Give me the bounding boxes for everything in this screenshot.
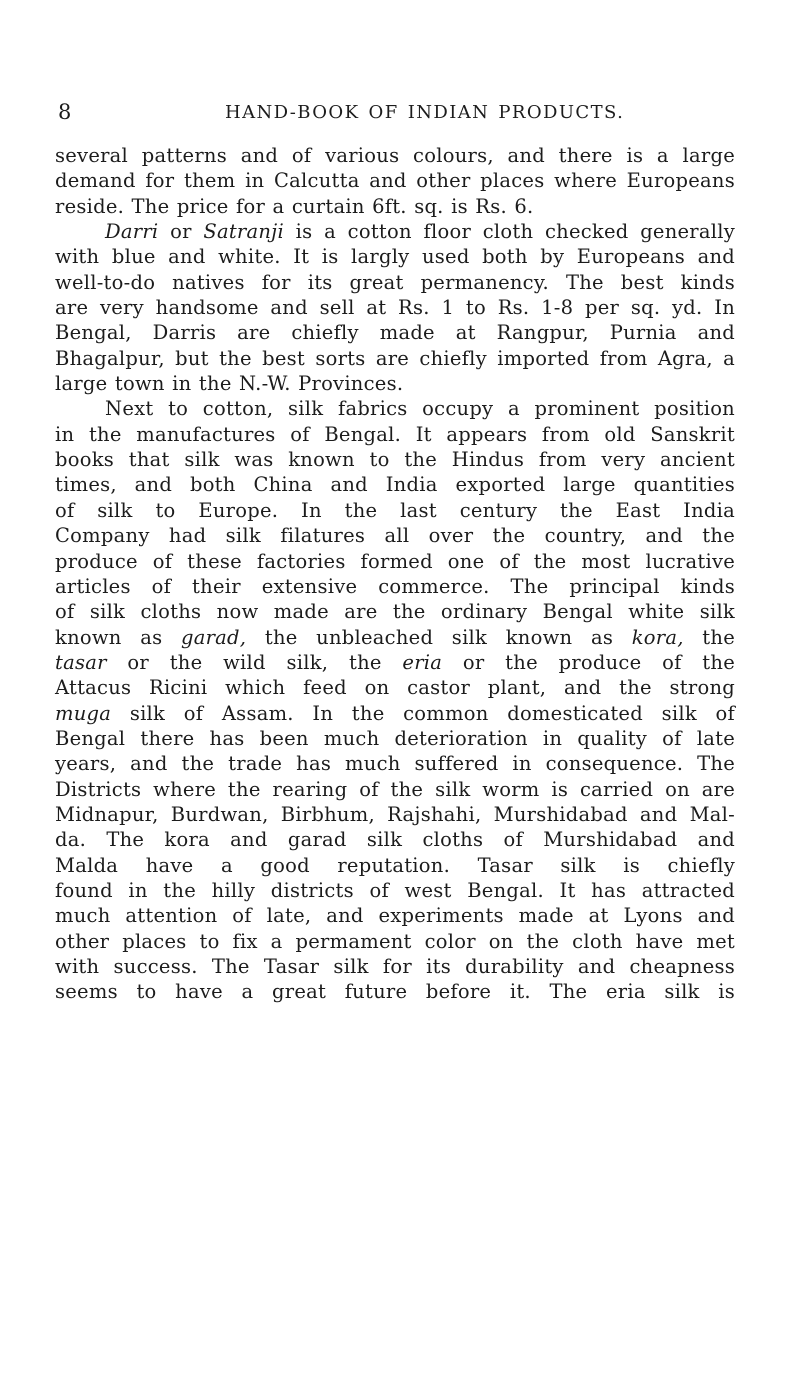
text-line: Bengal, Darris are chiefly made at Rangpur, Purnia and xyxy=(55,321,735,345)
text-line: other places to fix a permament color on the cloth have met xyxy=(55,929,735,953)
italic-term: garad, xyxy=(181,625,247,649)
text-line: Next to cotton, silk fabrics occupy a prominent position xyxy=(105,397,735,421)
text-line: with blue and white. It is largly used both by Europeans and xyxy=(55,245,735,269)
text-line: da. The kora and garad silk cloths of Murshidabad and xyxy=(55,828,735,852)
text-line: several patterns and of various colours, and there is a large xyxy=(55,144,735,167)
text-line: in the manufactures of Bengal. It appears from old Sanskrit xyxy=(55,422,735,446)
text-line: Company had silk filatures all over the country, and the xyxy=(55,524,735,548)
italic-term: Darri xyxy=(105,220,159,244)
italic-term: tasar xyxy=(55,650,107,674)
text-line: Bhagalpur, but the best sorts are chiefly imported from Agra, a xyxy=(55,346,735,370)
text-line: known as garad, the unbleached silk known as kora, the xyxy=(55,625,735,649)
text-line: of silk to Europe. In the last century the East India xyxy=(55,498,735,522)
text-line: found in the hilly districts of west Bengal. It has attracted xyxy=(55,878,735,902)
italic-term: muga xyxy=(55,701,112,725)
text-line: much attention of late, and experiments made at Lyons and xyxy=(55,904,735,928)
page-header xyxy=(0,100,800,130)
text-line: Midnapur, Burdwan, Birbhum, Rajshahi, Murshidabad and Mal- xyxy=(55,802,735,826)
text-line: articles of their extensive commerce. The principal kinds xyxy=(55,574,735,598)
text-line: Districts where the rearing of the silk worm is carried on are xyxy=(55,777,735,801)
italic-term: kora, xyxy=(631,625,684,649)
body-text xyxy=(55,143,735,1005)
text-line: reside. The price for a curtain 6ft. sq. is Rs. 6. xyxy=(55,194,534,218)
running-head: HAND-BOOK OF INDIAN PRODUCTS. xyxy=(225,102,625,123)
text-line: with success. The Tasar silk for its durability and cheapness xyxy=(55,955,735,978)
page-number: 8 xyxy=(58,100,72,124)
text-line: tasar or the wild silk, the eria or the produce of the xyxy=(55,650,735,674)
text-line: seems to have a great future before it. The eria silk is xyxy=(55,980,735,1004)
text-line: large town in the N.-W. Provinces. xyxy=(55,372,404,396)
text-line: books that silk was known to the Hindus from very ancient xyxy=(55,448,735,472)
italic-term: Satranji xyxy=(203,220,284,244)
text-line: Bengal there has been much deterioration in quality of late xyxy=(55,726,735,750)
text-line: times, and both China and India exported large quantities xyxy=(55,473,735,497)
text-line: Attacus Ricini which feed on castor plant, and the strong xyxy=(55,676,735,700)
text-line: demand for them in Calcutta and other places where Europeans xyxy=(55,169,735,193)
text-line: well-to-do natives for its great permanency. The best kinds xyxy=(55,270,735,294)
text-line: muga silk of Assam. In the common domesticated silk of xyxy=(55,701,735,725)
text-line: Malda have a good reputation. Tasar silk is chiefly xyxy=(55,853,735,877)
italic-term: eria xyxy=(402,650,443,674)
text-line: Darri or Satranji is a cotton floor cloth checked generally xyxy=(105,220,735,244)
text-line: of silk cloths now made are the ordinary Bengal white silk xyxy=(55,600,735,624)
text-line: produce of these factories formed one of the most lucrative xyxy=(55,549,735,573)
text-line: are very handsome and sell at Rs. 1 to Rs. 1-8 per sq. yd. In xyxy=(55,296,735,320)
text-line: years, and the trade has much suffered in consequence. The xyxy=(55,752,735,776)
